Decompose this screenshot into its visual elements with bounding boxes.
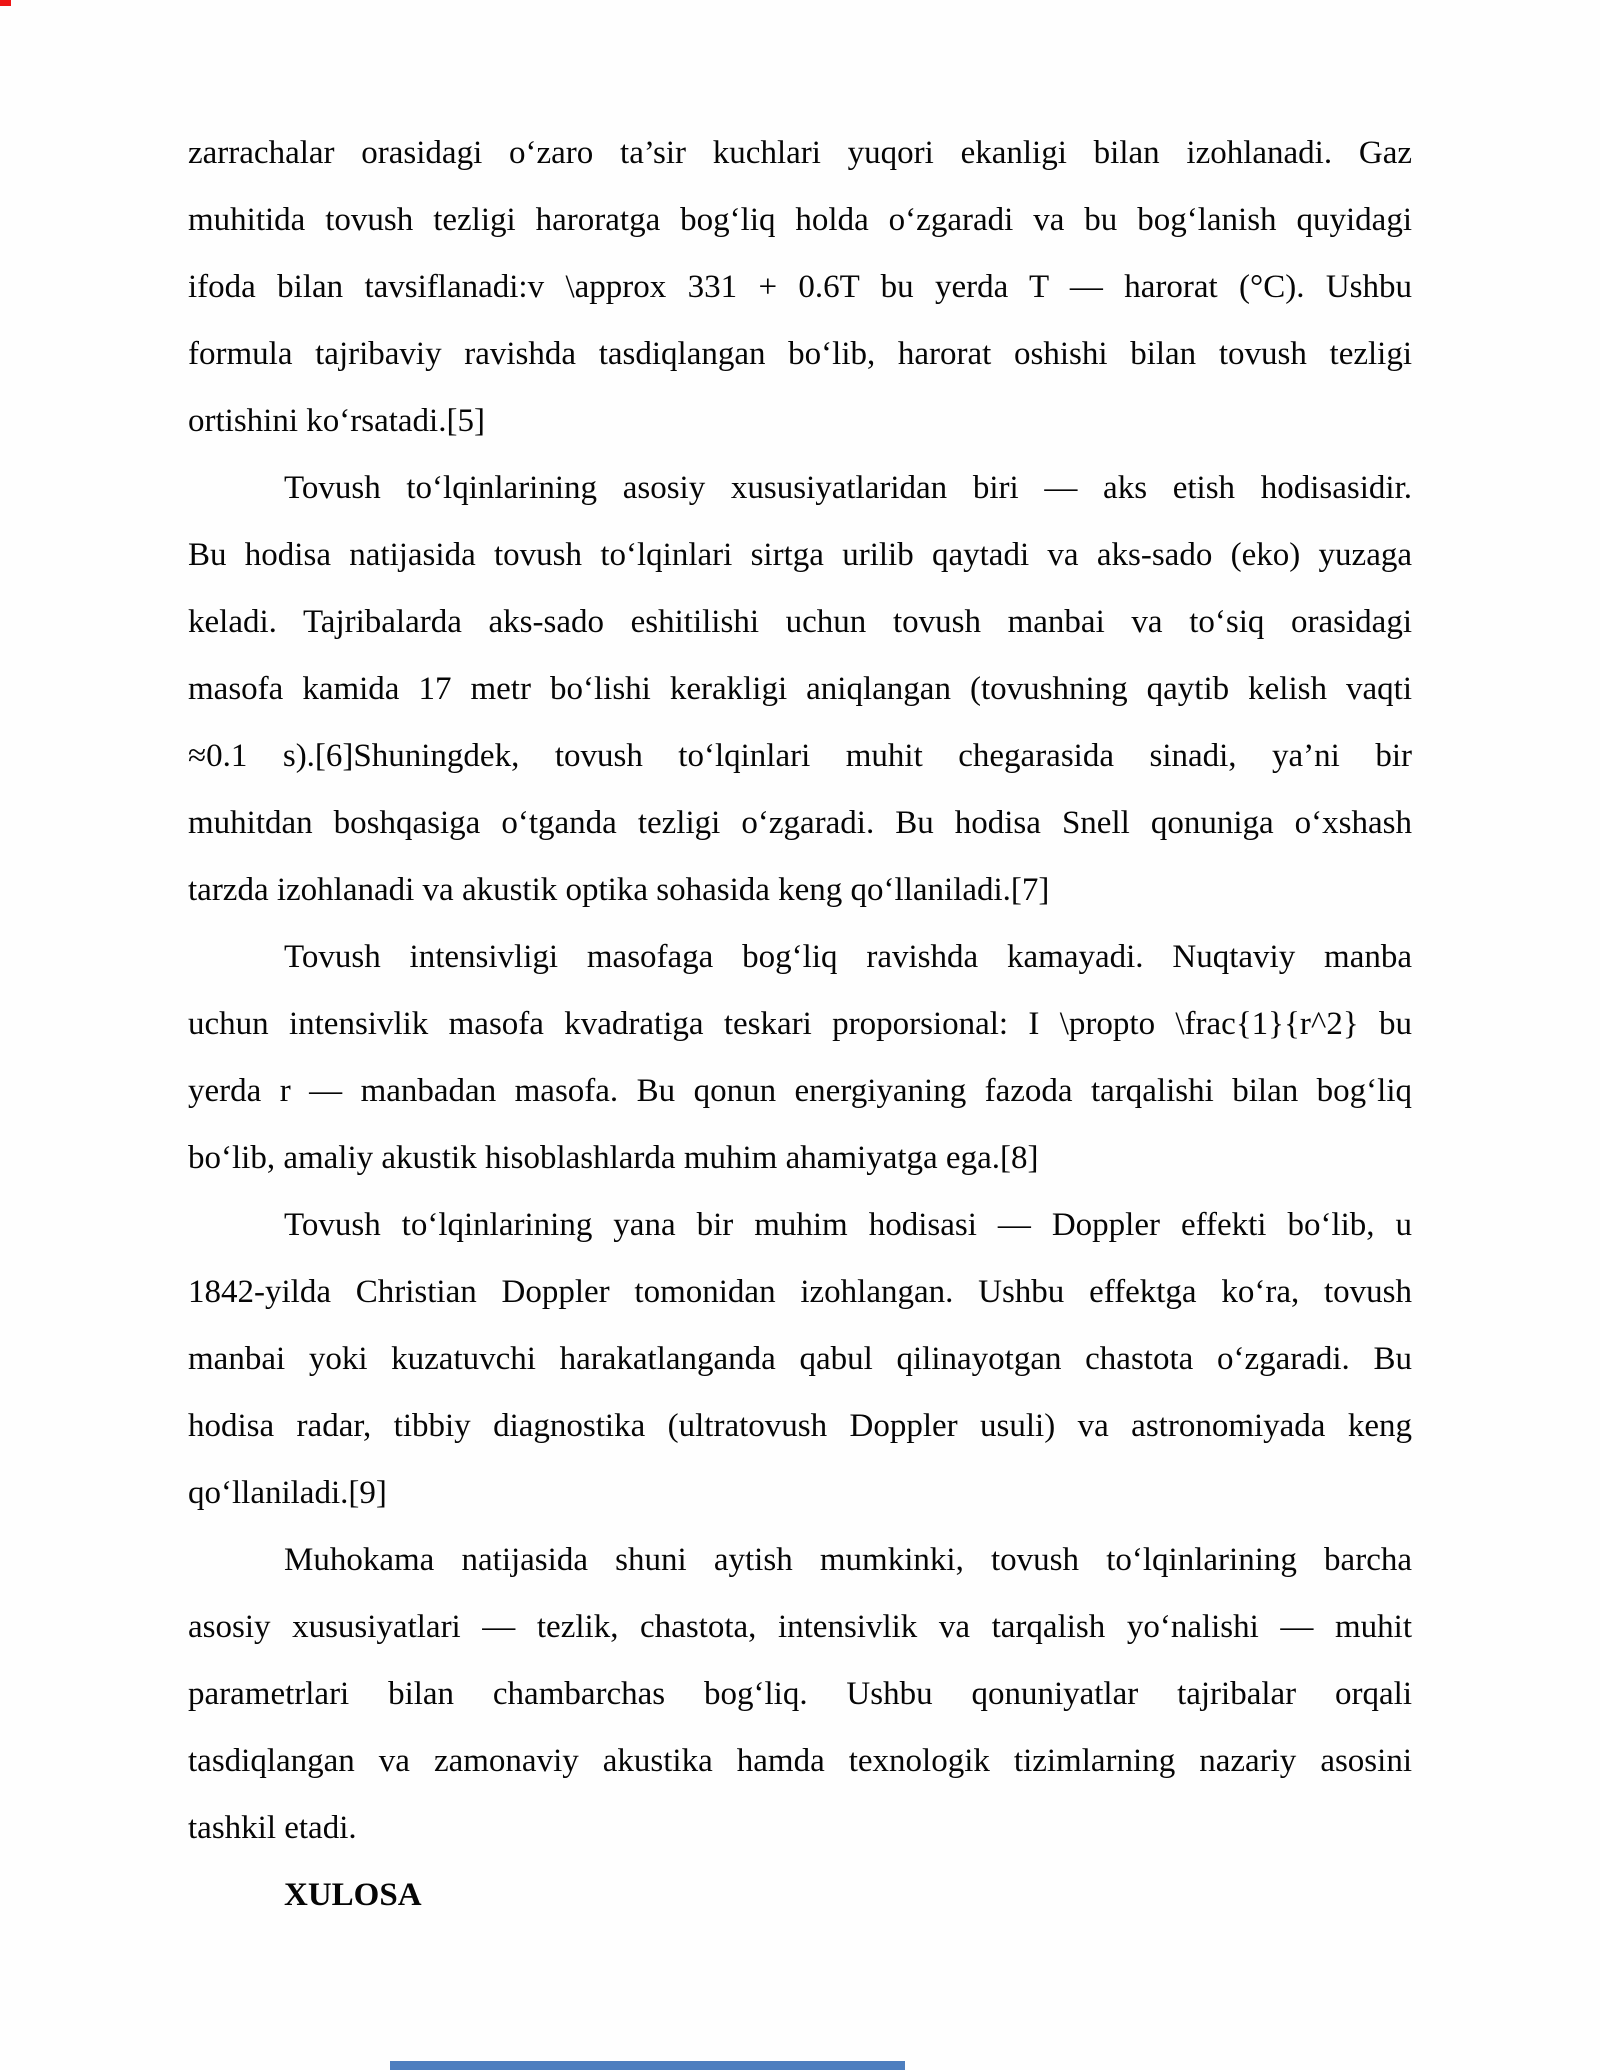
text-line: Tovush to‘lqinlarining yana bir muhim hodisasi — Doppler effekti bo‘lib, u [284, 1207, 1412, 1243]
text-line: yerda r — manbadan masofa. Bu qonun energiyaning fazoda tarqalishi bilan bog‘liq [188, 1073, 1412, 1109]
text-line: ortishini ko‘rsatadi.[5] [188, 403, 485, 439]
text-line: manbai yoki kuzatuvchi harakatlanganda qabul qilinayotgan chastota o‘zgaradi. Bu [188, 1341, 1412, 1377]
text-line: hodisa radar, tibbiy diagnostika (ultratovush Doppler usuli) va astronomiyada keng [188, 1408, 1412, 1444]
text-line: tarzda izohlanadi va akustik optika sohasida keng qo‘llaniladi.[7] [188, 872, 1050, 908]
bottom-blue-bar [390, 2061, 905, 2070]
text-line: 1842-yilda Christian Doppler tomonidan izohlangan. Ushbu effektga ko‘ra, tovush [188, 1274, 1412, 1310]
text-line: tasdiqlangan va zamonaviy akustika hamda texnologik tizimlarning nazariy asosini [188, 1743, 1412, 1779]
text-line: Tovush intensivligi masofaga bog‘liq ravishda kamayadi. Nuqtaviy manba [284, 939, 1412, 975]
text-line: uchun intensivlik masofa kvadratiga teskari proporsional: I \propto \frac{1}{r^2} bu [188, 1006, 1412, 1042]
heading-line: XULOSA [284, 1877, 422, 1913]
text-line: zarrachalar orasidagi o‘zaro ta’sir kuchlari yuqori ekanligi bilan izohlanadi. Gaz [188, 135, 1412, 171]
text-line: formula tajribaviy ravishda tasdiqlangan bo‘lib, harorat oshishi bilan tovush tezligi [188, 336, 1412, 372]
text-line: ≈0.1 s).[6]Shuningdek, tovush to‘lqinlari muhit chegarasida sinadi, ya’ni bir [188, 738, 1412, 774]
text-line: bo‘lib, amaliy akustik hisoblashlarda muhim ahamiyatga ega.[8] [188, 1140, 1039, 1176]
text-line: asosiy xususiyatlari — tezlik, chastota, intensivlik va tarqalish yo‘nalishi — muhit [188, 1609, 1412, 1645]
text-line: parametrlari bilan chambarchas bog‘liq. Ushbu qonuniyatlar tajribalar orqali [188, 1676, 1412, 1712]
document-body [188, 120, 1412, 1929]
text-line: qo‘llaniladi.[9] [188, 1475, 387, 1511]
text-line: tashkil etadi. [188, 1810, 357, 1846]
text-line: keladi. Tajribalarda aks-sado eshitilishi uchun tovush manbai va to‘siq orasidagi [188, 604, 1412, 640]
text-line: muhitdan boshqasiga o‘tganda tezligi o‘zgaradi. Bu hodisa Snell qonuniga o‘xshash [188, 805, 1412, 841]
text-line: Bu hodisa natijasida tovush to‘lqinlari sirtga urilib qaytadi va aks-sado (eko) yuzaga [188, 537, 1412, 573]
text-line: Muhokama natijasida shuni aytish mumkinki, tovush to‘lqinlarining barcha [284, 1542, 1412, 1578]
text-line: Tovush to‘lqinlarining asosiy xususiyatlaridan biri — aks etish hodisasidir. [284, 470, 1412, 506]
text-line: masofa kamida 17 metr bo‘lishi kerakligi aniqlangan (tovushning qaytib kelish vaqti [188, 671, 1412, 707]
text-line: ifoda bilan tavsiflanadi:v \approx 331 + 0.6T bu yerda T — harorat (°C). Ushbu [188, 269, 1412, 305]
text-line: muhitida tovush tezligi haroratga bog‘liq holda o‘zgaradi va bu bog‘lanish quyidagi [188, 202, 1412, 238]
red-corner-mark [0, 0, 11, 6]
